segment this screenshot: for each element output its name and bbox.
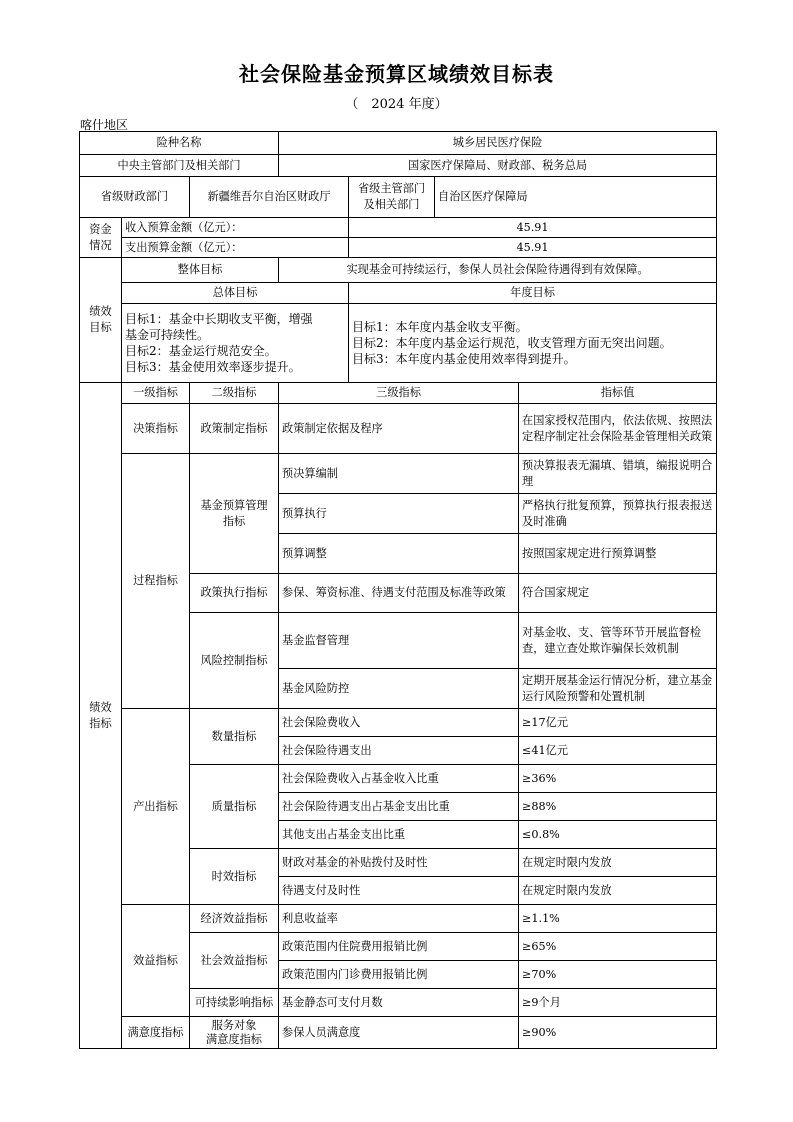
- indicator-value: 按照国家规定进行预算调整: [519, 534, 717, 574]
- level3-item: 社会保险费收入占基金收入比重: [279, 765, 519, 793]
- level3-item: 财政对基金的补贴拨付及时性: [279, 849, 519, 877]
- header-level2: 二级指标: [190, 383, 279, 404]
- prov-finance-label: 省级财政部门: [80, 177, 190, 218]
- level2-risk-ctrl: 风险控制指标: [190, 613, 279, 709]
- indicator-value: 对基金收、支、管等环节开展监督检查，建立查处欺诈骗保长效机制: [519, 613, 717, 669]
- indicator-value: ≥1.1%: [519, 905, 717, 933]
- prov-dept-cell: [349, 177, 717, 218]
- indicator-value: ≤0.8%: [519, 821, 717, 849]
- central-dept-label: 中央主管部门及相关部门: [80, 155, 279, 177]
- indicator-row: [80, 1017, 717, 1049]
- level2-budget-mgmt: [190, 454, 279, 574]
- indicator-value: ≥88%: [519, 793, 717, 821]
- indicator-row: [80, 905, 717, 933]
- level2-timeliness: 时效指标: [190, 849, 279, 905]
- indicator-value: ≥17亿元: [519, 709, 717, 737]
- income-row: [80, 218, 717, 238]
- level3-item: 参保人员满意度: [279, 1017, 519, 1049]
- indicator-value: ≥9个月: [519, 989, 717, 1017]
- region-label: 喀什地区: [80, 118, 129, 132]
- prov-finance-value-text: 新疆维吾尔自治区财政厅: [207, 190, 331, 203]
- indicator-value: 在规定时限内发放: [519, 877, 717, 905]
- insurance-type-label: 险种名称: [80, 132, 279, 155]
- expense-value: 45.91: [349, 238, 717, 258]
- level3-item: 社会保险待遇支出占基金支出比重: [279, 793, 519, 821]
- level2-budget-mgmt-line1: 基金预算管理: [200, 498, 268, 512]
- header-level1: 一级指标: [122, 383, 190, 404]
- level2-quantity: 数量指标: [190, 709, 279, 765]
- goals-label-line1: 绩效: [89, 305, 112, 318]
- indicator-value: 符合国家规定: [519, 574, 717, 613]
- target-table: [79, 131, 716, 1049]
- prov-dept-value: 自治区医疗保障局: [438, 190, 528, 203]
- total-goal-header: 总体目标: [122, 283, 349, 304]
- annual-goal-line: 目标3：本年度内基金使用效率得到提升。: [352, 352, 576, 366]
- prov-dept-label-line1: 省级主管部门: [357, 182, 426, 195]
- level2-quality: 质量指标: [190, 765, 279, 849]
- total-goal-line: 目标3：基金使用效率逐步提升。: [125, 360, 301, 374]
- page-title: 社会保险基金预算区域绩效目标表: [239, 62, 554, 86]
- funds-label: [80, 218, 122, 258]
- level2-budget-mgmt-line2: 指标: [222, 514, 246, 528]
- indicator-value: ≥36%: [519, 765, 717, 793]
- indicator-value: ≥90%: [519, 1017, 717, 1049]
- overall-goal-row: [80, 258, 717, 283]
- indicator-value: 预决算报表无漏填、错填，编报说明合理: [519, 454, 717, 494]
- header-value: 指标值: [519, 383, 717, 404]
- income-label: 收入预算金额（亿元）：: [122, 218, 349, 238]
- expense-label: 支出预算金额（亿元）：: [122, 238, 349, 258]
- prov-dept-label: [349, 177, 435, 217]
- level3-item: 社会保险待遇支出: [279, 737, 519, 765]
- level1-benefit: 效益指标: [122, 905, 190, 1017]
- level2-policy-exec: 政策执行指标: [190, 574, 279, 613]
- indicator-row: [80, 454, 717, 494]
- total-goal-content: [122, 304, 349, 383]
- level3-item: 利息收益率: [279, 905, 519, 933]
- income-value: 45.91: [349, 218, 717, 238]
- level3-item: 社会保险费收入: [279, 709, 519, 737]
- level3-item: 其他支出占基金支出比重: [279, 821, 519, 849]
- indicator-row: [80, 709, 717, 737]
- level3-item: 基金静态可支付月数: [279, 989, 519, 1017]
- indicator-row: [80, 404, 717, 454]
- annual-goal-line: 目标2：本年度内基金运行规范，收支管理方面无突出问题。: [352, 336, 672, 350]
- indicator-value: 严格执行批复预算，预算执行报表报送及时准确: [519, 494, 717, 534]
- insurance-type-row: [80, 132, 717, 155]
- total-goal-line: 目标1：基金中长期收支平衡，增强: [125, 312, 313, 326]
- annual-goal-content: [349, 304, 717, 383]
- level1-output: 产出指标: [122, 709, 190, 905]
- indicators-label: [80, 383, 122, 1049]
- goal-content-row: [80, 304, 717, 383]
- annual-goal-header: 年度目标: [349, 283, 717, 304]
- provincial-row: [80, 177, 717, 218]
- prov-finance-value: [190, 177, 349, 218]
- level3-item: 政策范围内住院费用报销比例: [279, 933, 519, 961]
- indicator-value: ≤41亿元: [519, 737, 717, 765]
- level3-item: 预算调整: [279, 534, 519, 574]
- indicator-value: 在规定时限内发放: [519, 849, 717, 877]
- central-dept-value: 国家医疗保障局、财政部、税务总局: [279, 155, 717, 177]
- prov-dept-label-line2: 及相关部门: [363, 198, 420, 211]
- level3-item: 政策制定依据及程序: [279, 404, 519, 454]
- funds-label-line2: 情况: [89, 238, 112, 252]
- goals-label: [80, 258, 122, 383]
- indicator-value: ≥70%: [519, 961, 717, 989]
- indicator-value: ≥65%: [519, 933, 717, 961]
- level2-service-line2: 满意度指标: [206, 1032, 262, 1046]
- level3-item: 参保、筹资标准、待遇支付范围及标准等政策: [279, 574, 519, 613]
- annual-goal-line: 目标1：本年度内基金收支平衡。: [352, 320, 528, 334]
- level3-item: 预决算编制: [279, 454, 519, 494]
- header-level3: 三级指标: [279, 383, 519, 404]
- funds-label-line1: 资金: [89, 222, 112, 236]
- indicators-label-line2: 指标: [89, 716, 112, 730]
- goal-header-row: [80, 283, 717, 304]
- level3-item: 政策范围内门诊费用报销比例: [279, 961, 519, 989]
- goals-label-line2: 目标: [89, 321, 112, 334]
- total-goal-line: 目标2：基金运行规范安全。: [125, 344, 277, 358]
- level3-item: 待遇支付及时性: [279, 877, 519, 905]
- level3-item: 基金风险防控: [279, 669, 519, 709]
- level3-item: 基金监督管理: [279, 613, 519, 669]
- level2-service-line1: 服务对象: [211, 1018, 257, 1032]
- level1-process: 过程指标: [122, 454, 190, 709]
- level2-sustain: 可持续影响指标: [190, 989, 279, 1017]
- central-dept-row: [80, 155, 717, 177]
- level2-policy-making: 政策制定指标: [190, 404, 279, 454]
- level2-economic: 经济效益指标: [190, 905, 279, 933]
- expense-row: [80, 238, 717, 258]
- level1-satisfaction: 满意度指标: [122, 1017, 190, 1049]
- insurance-type-value: 城乡居民医疗保险: [279, 132, 717, 155]
- level3-item: 预算执行: [279, 494, 519, 534]
- level1-decision: 决策指标: [122, 404, 190, 454]
- indicators-label-line1: 绩效: [89, 700, 112, 714]
- level2-service: [190, 1017, 279, 1049]
- overall-goal-label: 整体目标: [122, 258, 279, 283]
- indicator-header-row: [80, 383, 717, 404]
- indicator-value: 定期开展基金运行情况分析，建立基金运行风险预警和处置机制: [519, 669, 717, 709]
- overall-goal-value: 实现基金可持续运行，参保人员社会保险待遇得到有效保障。: [279, 258, 717, 283]
- level2-social: 社会效益指标: [190, 933, 279, 989]
- indicator-value: 在国家授权范围内，依法依规、按照法定程序制定社会保险基金管理相关政策: [519, 404, 717, 454]
- total-goal-line: 基金可持续性。: [125, 328, 210, 342]
- year-subtitle: （ 2024 年度）: [345, 97, 448, 112]
